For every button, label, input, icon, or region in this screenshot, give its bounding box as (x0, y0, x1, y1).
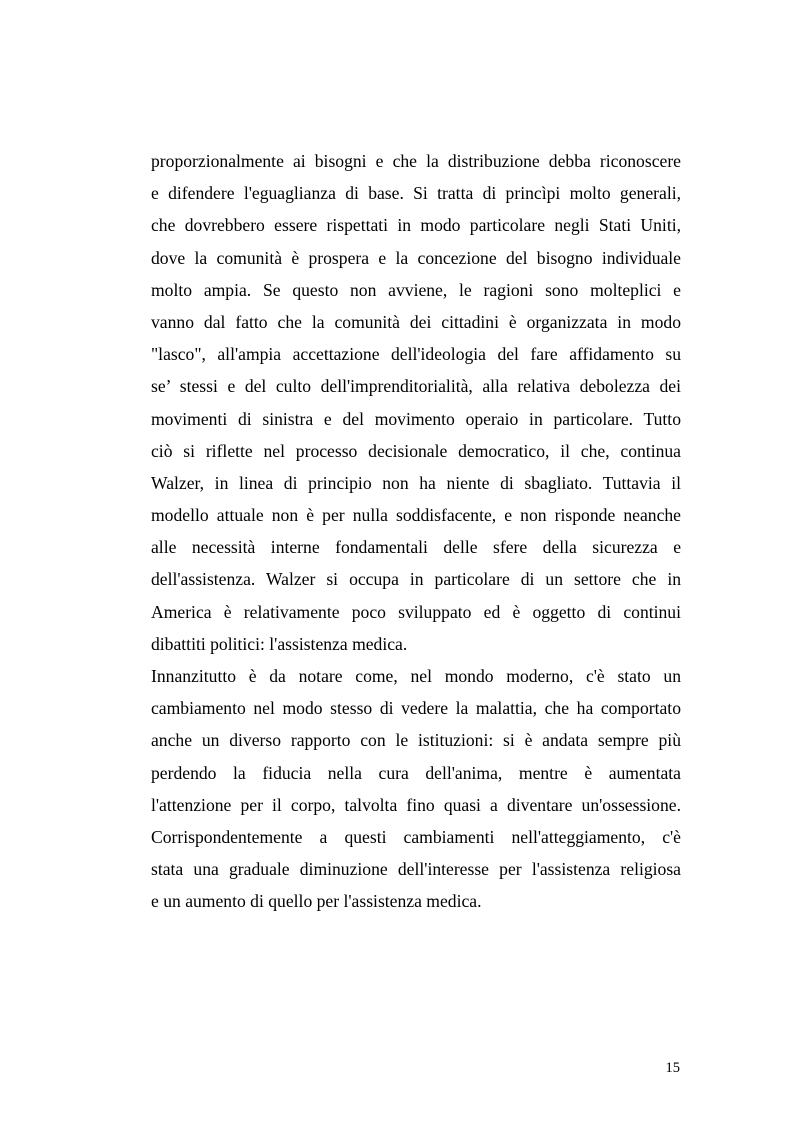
paragraph-2 (151, 660, 681, 918)
text-line: se’ stessi e del culto dell'imprenditorialità, alla relativa debolezza dei (151, 376, 681, 397)
text-line: molto ampia. Se questo non avviene, le ragioni sono molteplici e (151, 279, 681, 300)
text-line: che dovrebbero essere rispettati in modo particolare negli Stati Uniti, (151, 215, 681, 236)
text-line: "lasco", all'ampia accettazione dell'ideologia del fare affidamento su (151, 344, 681, 365)
body-text (151, 145, 681, 918)
text-line: cambiamento nel modo stesso di vedere la malattia, che ha comportato (151, 698, 681, 719)
page-number: 15 (665, 1060, 680, 1076)
text-line: vanno dal fatto che la comunità dei cittadini è organizzata in modo (151, 311, 681, 332)
text-line: America è relativamente poco sviluppato ed è oggetto di continui (151, 601, 681, 622)
text-line: modello attuale non è per nulla soddisfacente, e non risponde neanche (151, 505, 681, 526)
text-line: proporzionalmente ai bisogni e che la distribuzione debba riconoscere (151, 151, 681, 171)
text-line: alle necessità interne fondamentali delle sfere della sicurezza e (151, 537, 681, 558)
text-line: stata una graduale diminuzione dell'interesse per l'assistenza religiosa (151, 859, 681, 880)
text-line: perdendo la fiducia nella cura dell'anima, mentre è aumentata (151, 762, 681, 783)
text-line: ciò si riflette nel processo decisionale democratico, il che, continua (151, 440, 681, 461)
text-line: e difendere l'eguaglianza di base. Si tratta di princìpi molto generali, (151, 183, 681, 204)
text-line: movimenti di sinistra e del movimento operaio in particolare. Tutto (151, 408, 681, 429)
text-line: e un aumento di quello per l'assistenza medica. (151, 891, 482, 912)
text-line: dell'assistenza. Walzer si occupa in particolare di un settore che in (151, 569, 681, 590)
text-line: dibattiti politici: l'assistenza medica. (151, 633, 408, 654)
paragraph-1 (151, 145, 681, 660)
text-line: dove la comunità è prospera e la concezione del bisogno individuale (151, 247, 681, 268)
text-line: Innanzitutto è da notare come, nel mondo moderno, c'è stato un (151, 666, 681, 686)
text-line: Corrispondentemente a questi cambiamenti nell'atteggiamento, c'è (151, 826, 681, 847)
text-line: l'attenzione per il corpo, talvolta fino quasi a diventare un'ossessione. (151, 794, 681, 815)
text-line: anche un diverso rapporto con le istituzioni: si è andata sempre più (151, 730, 681, 751)
text-line: Walzer, in linea di principio non ha niente di sbagliato. Tuttavia il (151, 472, 681, 493)
